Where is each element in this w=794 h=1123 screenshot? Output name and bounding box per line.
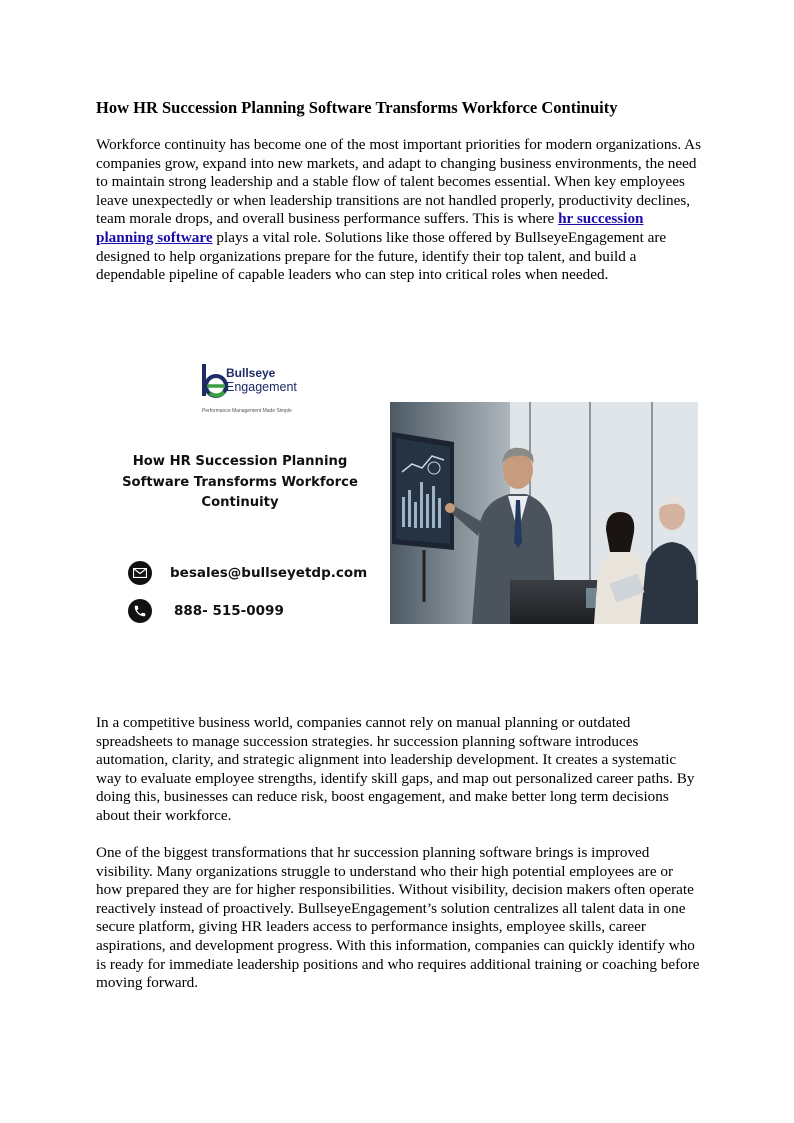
body-paragraph-2: In a competitive business world, companies cannot rely on manual planning or outdated spreadsheets to manage succession strategies. hr succession planning software introduces automation, clarity, and strategic alignment into leadership development. It creates a systematic way to evaluate employee strengths, identify skill gaps, and map out personalized career paths. By doing this, businesses can reduce risk, boost engagement, and make better long term decisions about their workforce. <box>96 714 695 824</box>
contact-phone <box>128 598 284 624</box>
logo-brand-line1: Bullseye <box>226 366 276 380</box>
logo-tagline: Performance Management Made Simple <box>202 408 292 414</box>
body-paragraph-3: One of the biggest transformations that hr succession planning software brings is improved visibility. Many organizations struggle to understand who their high potential employees are or how prepared they are for higher responsibilities. Without visibility, decision makers often operate reactively instead of proactively. BullseyeEngagement’s solution centralizes all talent data in one secure platform, giving HR leaders access to performance insights, employee skills, career aspirations, and development progress. With this information, companies can quickly identify who is ready for immediate leadership positions and who requires additional training or coaching before moving forward. <box>96 844 700 992</box>
intro-text-after-link: plays a vital role. Solutions like those offered by BullseyeEngagement are designed to help organizations prepare for the future, identify their top talent, and build a dependable pipeline of capable leaders who can step into critical roles when needed. <box>96 228 667 284</box>
bullseye-engagement-logo <box>200 362 320 414</box>
envelope-icon <box>128 561 152 585</box>
promo-banner <box>96 348 698 680</box>
contact-email <box>128 560 367 586</box>
intro-paragraph <box>96 136 702 285</box>
intro-text-before-link: Workforce continuity has become one of the most important priorities for modern organizations. As companies grow, expand into new markets, and adapt to changing business environments, the need to maintain strong leadership and a stable flow of talent becomes essential. When key employees leave unexpectedly or when leadership transitions are not handled properly, productivity declines, team morale drops, and overall business performance suffers. This is where <box>96 136 702 228</box>
logo-brand-line2: Engagement <box>226 380 297 394</box>
page-title: How HR Succession Planning Software Transforms Workforce Continuity <box>96 98 618 117</box>
banner-heading: How HR Succession Planning Software Transforms Workforce Continuity <box>122 454 358 510</box>
phone-number[interactable]: 888- 515-0099 <box>174 603 284 619</box>
meeting-photo <box>390 402 698 624</box>
hr-succession-planning-software-link[interactable]: hr succession planning software <box>96 210 644 246</box>
phone-icon <box>128 599 152 623</box>
email-address[interactable]: besales@bullseyetdp.com <box>170 565 368 581</box>
